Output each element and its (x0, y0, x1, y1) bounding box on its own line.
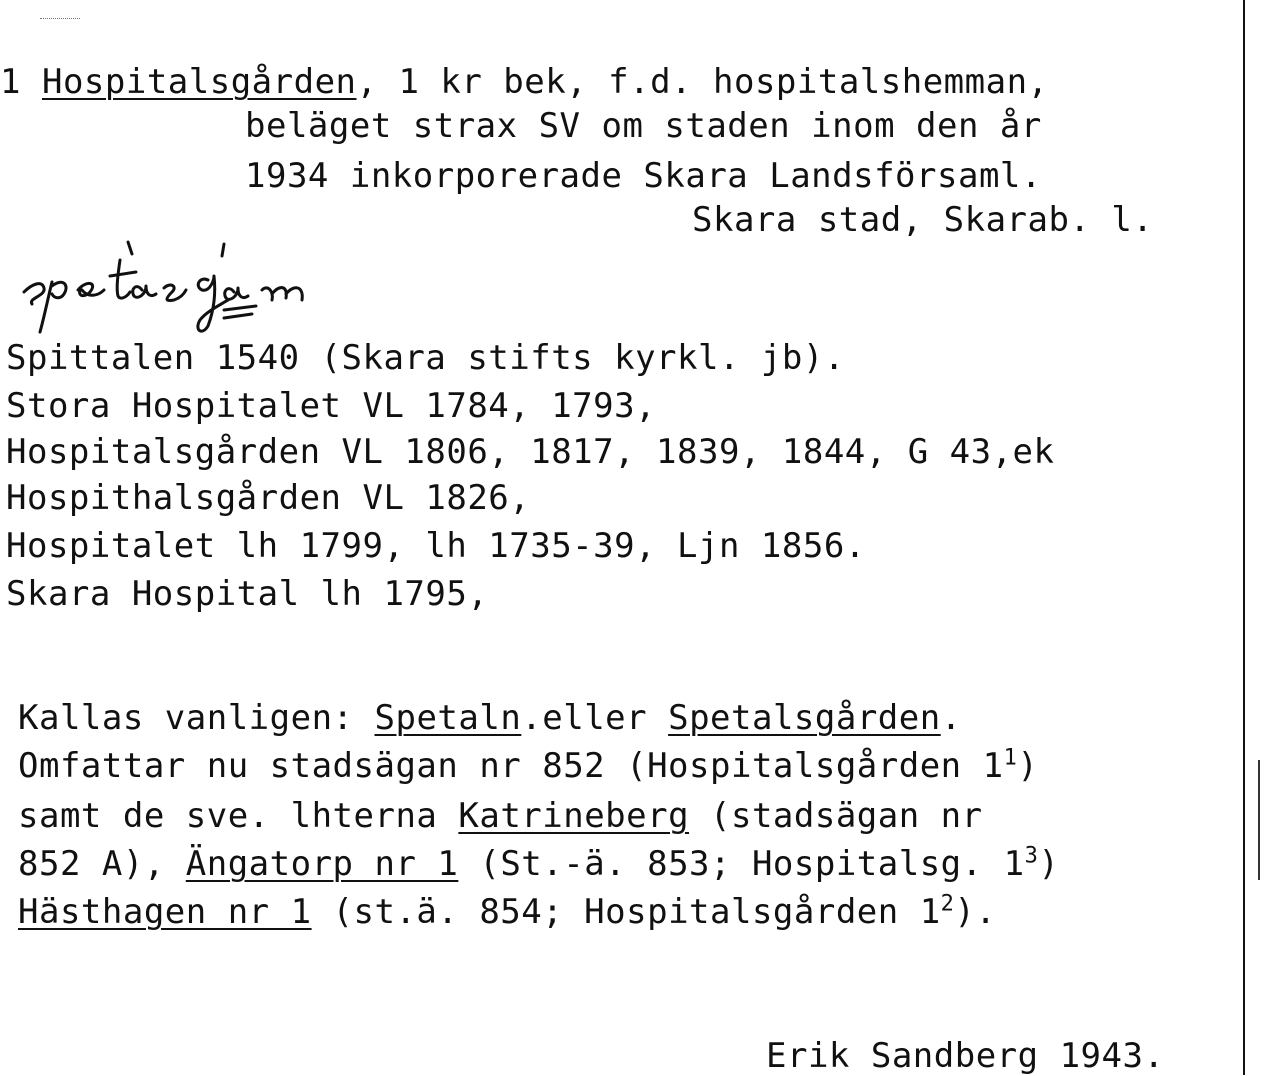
note-text: samt de sve. lhterna (18, 796, 459, 836)
form-line-1: Spittalen 1540 (Skara stifts kyrkl. jb). (6, 338, 845, 378)
handwritten-pronunciation (18, 240, 398, 340)
name-variant-spetaln: Spetaln (374, 698, 522, 738)
note-line-4 (18, 844, 1059, 884)
header-line-3: 1934 inkorporerade Skara Landsförsaml. (245, 156, 1042, 196)
superscript: 1 (1003, 745, 1018, 771)
superscript: 3 (1024, 843, 1039, 869)
header-line-1-rest: , 1 kr bek, f.d. hospitalshemman, (356, 62, 1049, 102)
note-line-2 (18, 746, 1038, 786)
note-line-5 (18, 892, 996, 932)
note-text: (stadsägan nr (689, 796, 983, 836)
form-line-6: Skara Hospital lh 1795, (6, 574, 489, 614)
scan-speck (40, 18, 80, 20)
note-text: (St.-ä. 853; Hospitalsg. 1 (458, 844, 1025, 884)
superscript: 2 (940, 891, 955, 917)
note-text: .eller (521, 698, 669, 738)
header-line-1 (0, 62, 1049, 102)
form-line-5: Hospitalet lh 1799, lh 1735-39, Ljn 1856. (6, 526, 866, 566)
note-text: ) (1017, 746, 1039, 786)
place-angatorp: Ängatorp nr 1 (185, 844, 459, 884)
entry-number: 1 (0, 62, 21, 102)
note-text: Kallas vanligen: (18, 698, 375, 738)
signature: Erik Sandberg 1943. (766, 1036, 1165, 1076)
place-katrineberg: Katrineberg (458, 796, 690, 836)
name-variant-spetalsgarden: Spetalsgården (668, 698, 941, 738)
form-line-4: Hospithalsgården VL 1826, (6, 478, 531, 518)
note-text: (st.ä. 854; Hospitalsgården 1 (311, 892, 941, 932)
header-line-4: Skara stad, Skarab. l. (692, 200, 1154, 240)
form-line-3: Hospitalsgården VL 1806, 1817, 1839, 1844, G 43,ek (6, 432, 1055, 472)
card-edge-line-short (1258, 760, 1260, 880)
place-hasthagen: Hästhagen nr 1 (18, 892, 312, 932)
header-line-2: beläget strax SV om staden inom den år (245, 106, 1042, 146)
note-text: Omfattar nu stadsägan nr 852 (Hospitalsgården 1 (18, 746, 1004, 786)
place-name: Hospitalsgården (41, 62, 357, 102)
note-line-3 (18, 796, 983, 836)
note-text: 852 A), (18, 844, 186, 884)
note-text: . (940, 698, 962, 738)
form-line-2: Stora Hospitalet VL 1784, 1793, (6, 386, 657, 426)
note-text: ) (1038, 844, 1060, 884)
note-line-1 (18, 698, 962, 738)
note-text: ). (954, 892, 997, 932)
card-edge-line (1243, 0, 1245, 1075)
